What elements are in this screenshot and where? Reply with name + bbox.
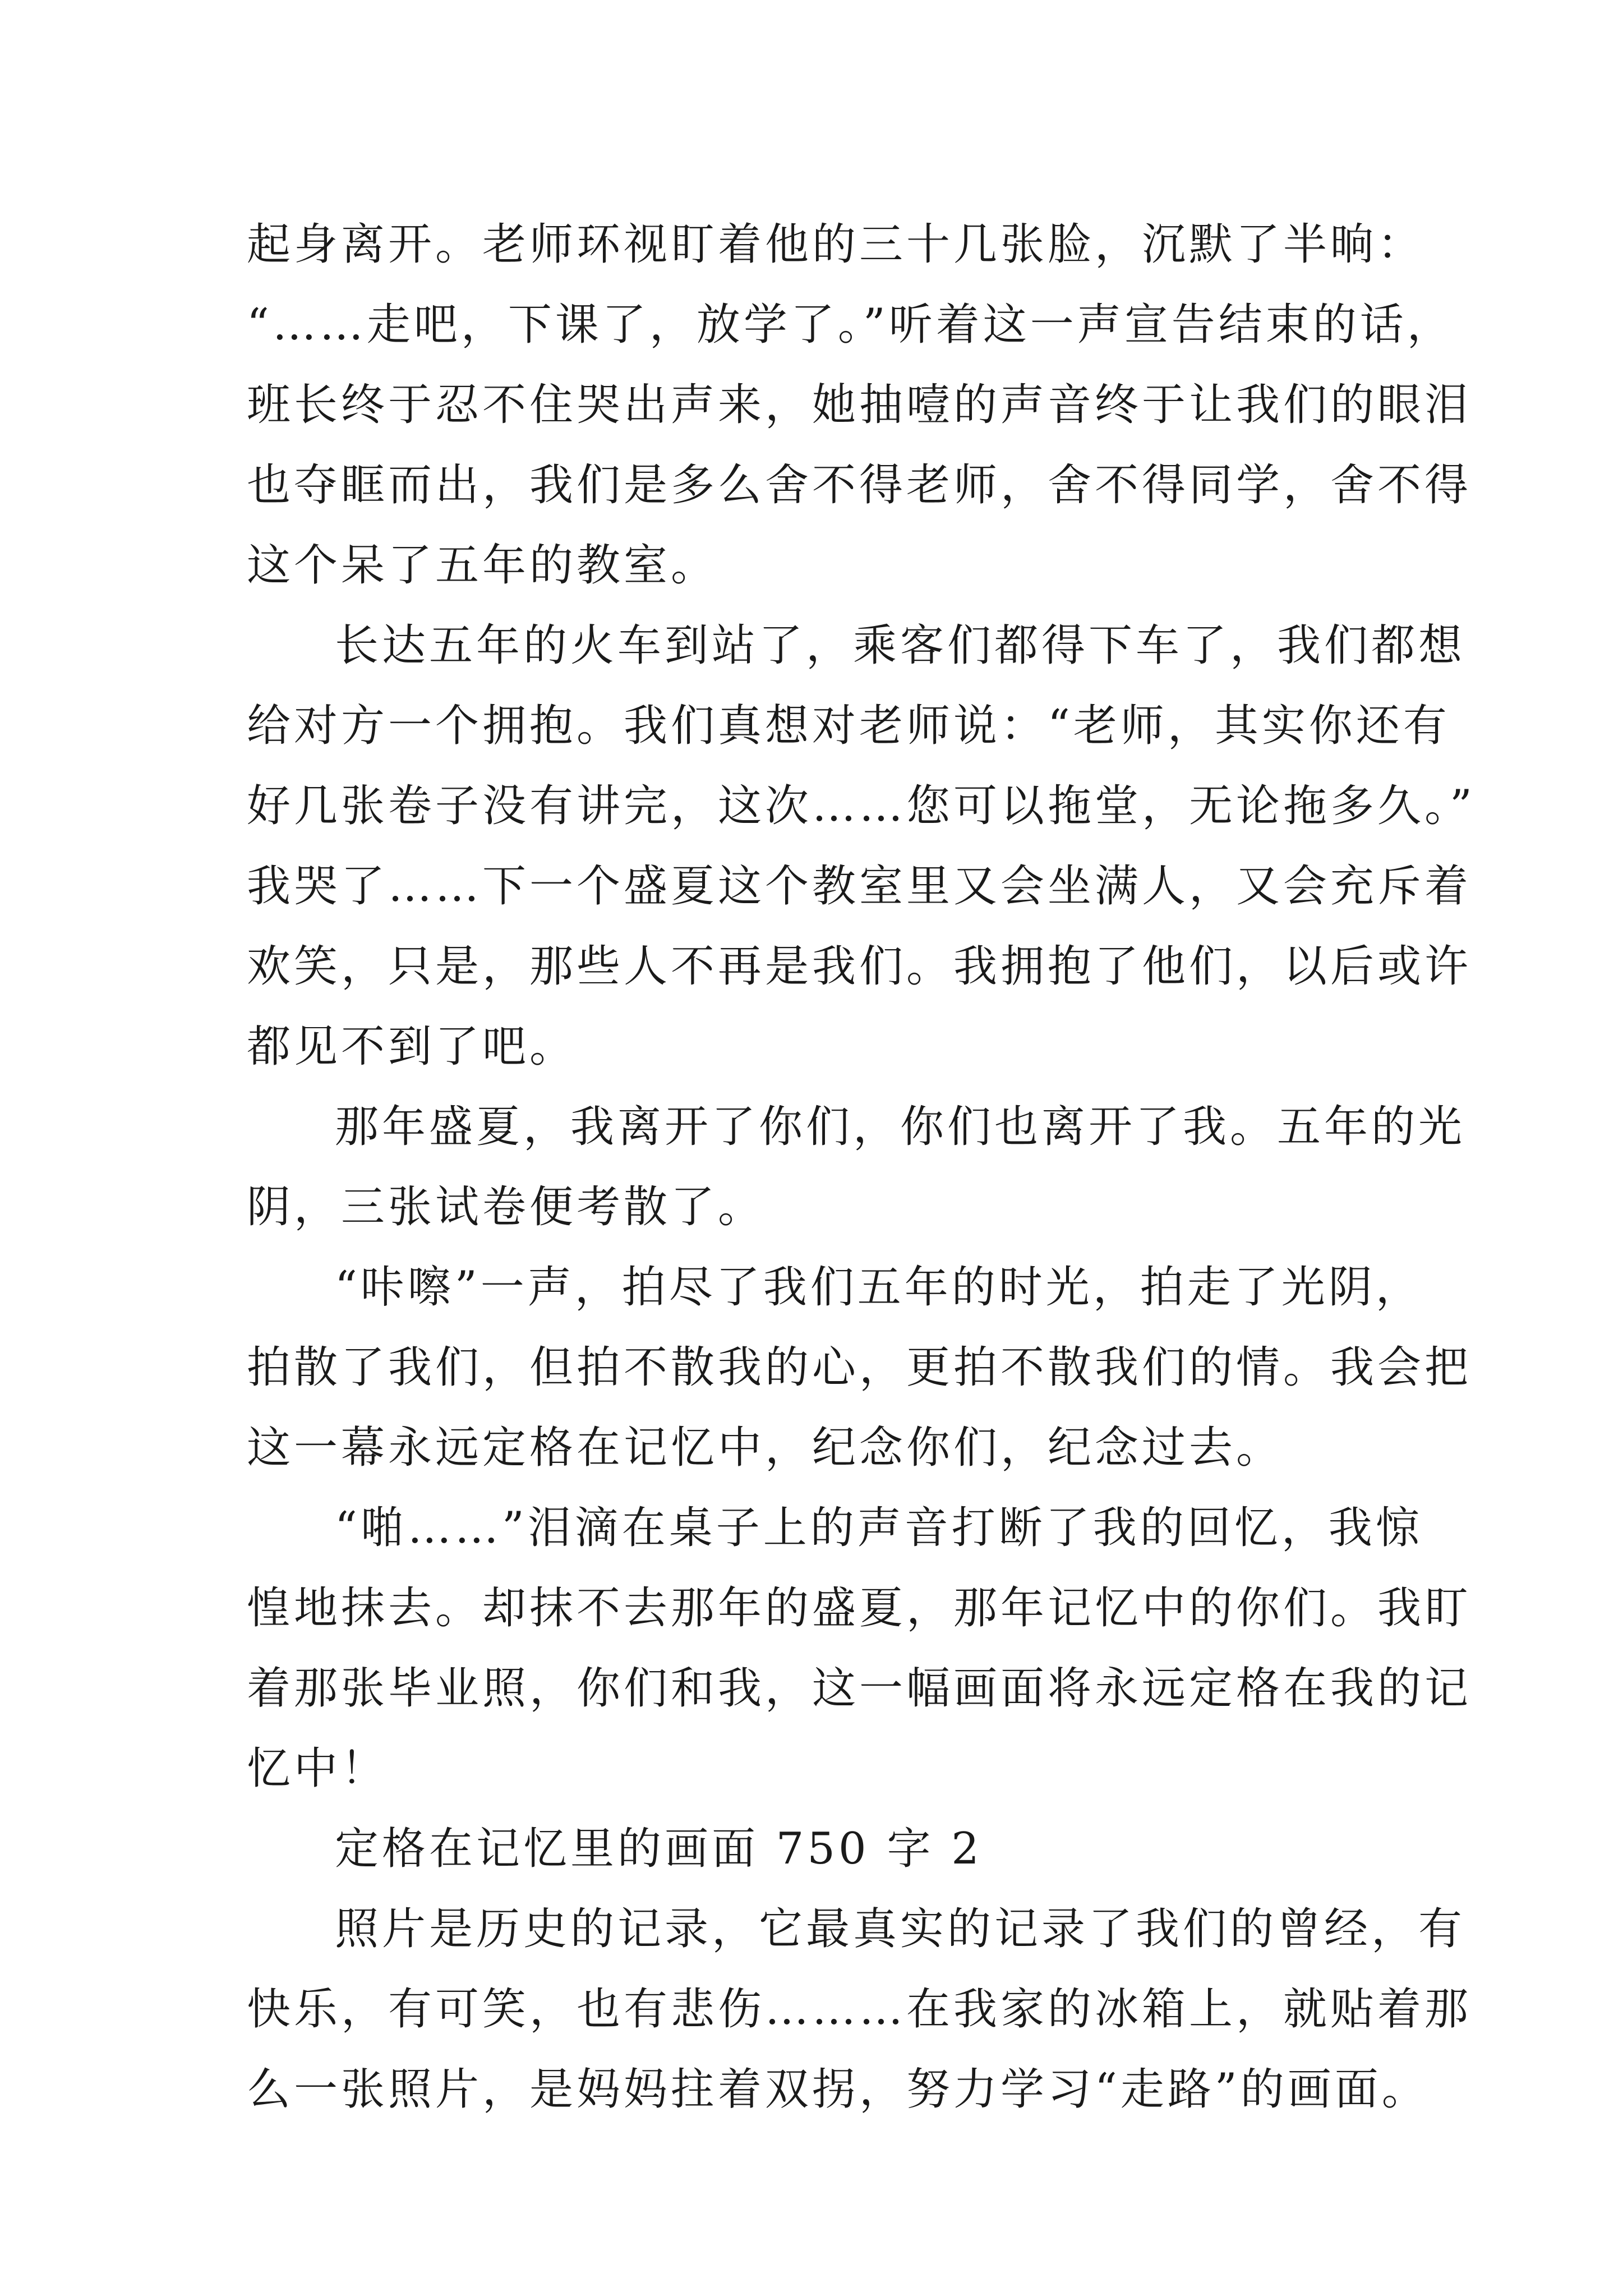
text-line: 着那张毕业照，你们和我，这一幅画面将永远定格在我的记: [247, 1663, 1472, 1714]
text-line: 快乐，有可笑，也有悲伤………在我家的冰箱上，就贴着那: [247, 1984, 1472, 2035]
paragraph-start-line: 那年盛夏，我离开了你们，你们也离开了我。五年的光: [335, 1102, 1466, 1152]
text-line: 拍散了我们，但拍不散我的心，更拍不散我们的情。我会把: [247, 1342, 1472, 1393]
paragraph-start-line: 长达五年的火车到站了，乘客们都得下车了，我们都想: [335, 620, 1466, 671]
text-line: 忆中！: [247, 1743, 389, 1794]
section-heading: 定格在记忆里的画面 750 字 2: [335, 1824, 983, 1874]
text-line: 惶地抹去。却抹不去那年的盛夏，那年记忆中的你们。我盯: [247, 1583, 1472, 1634]
text-line: 都见不到了吧。: [247, 1022, 577, 1072]
body-text: [247, 205, 1476, 2130]
text-line: “……走吧，下课了，放学了。”听着这一声宣告结束的话，: [247, 300, 1454, 350]
text-line: 我哭了……下一个盛夏这个教室里又会坐满人，又会充斥着: [247, 861, 1472, 912]
text-line: 阴，三张试卷便考散了。: [247, 1182, 766, 1232]
text-line: 好几张卷子没有讲完，这次……您可以拖堂，无论拖多久。”: [247, 781, 1476, 831]
paragraph-start-line: “咔嚓”一声，拍尽了我们五年的时光，拍走了光阴，: [335, 1262, 1423, 1313]
text-line: 这一幕永远定格在记忆中，纪念你们，纪念过去。: [247, 1423, 1284, 1473]
text-line: 起身离开。老师环视盯着他的三十几张脸，沉默了半晌：: [247, 219, 1425, 270]
text-line: 这个呆了五年的教室。: [247, 540, 718, 591]
text-line: 班长终于忍不住哭出声来，她抽噎的声音终于让我们的眼泪: [247, 380, 1472, 430]
text-line: 么一张照片，是妈妈拄着双拐，努力学习“走路”的画面。: [247, 2064, 1429, 2115]
paragraph-start-line: 照片是历史的记录，它最真实的记录了我们的曾经，有: [335, 1904, 1466, 1954]
paragraph-start-line: “啪……”泪滴在桌子上的声音打断了我的回忆，我惊: [335, 1503, 1423, 1553]
text-line: 欢笑，只是，那些人不再是我们。我拥抱了他们，以后或许: [247, 941, 1472, 992]
text-line: 也夺眶而出，我们是多么舍不得老师，舍不得同学，舍不得: [247, 460, 1472, 510]
text-line: 给对方一个拥抱。我们真想对老师说：“老师，其实你还有: [247, 701, 1450, 751]
